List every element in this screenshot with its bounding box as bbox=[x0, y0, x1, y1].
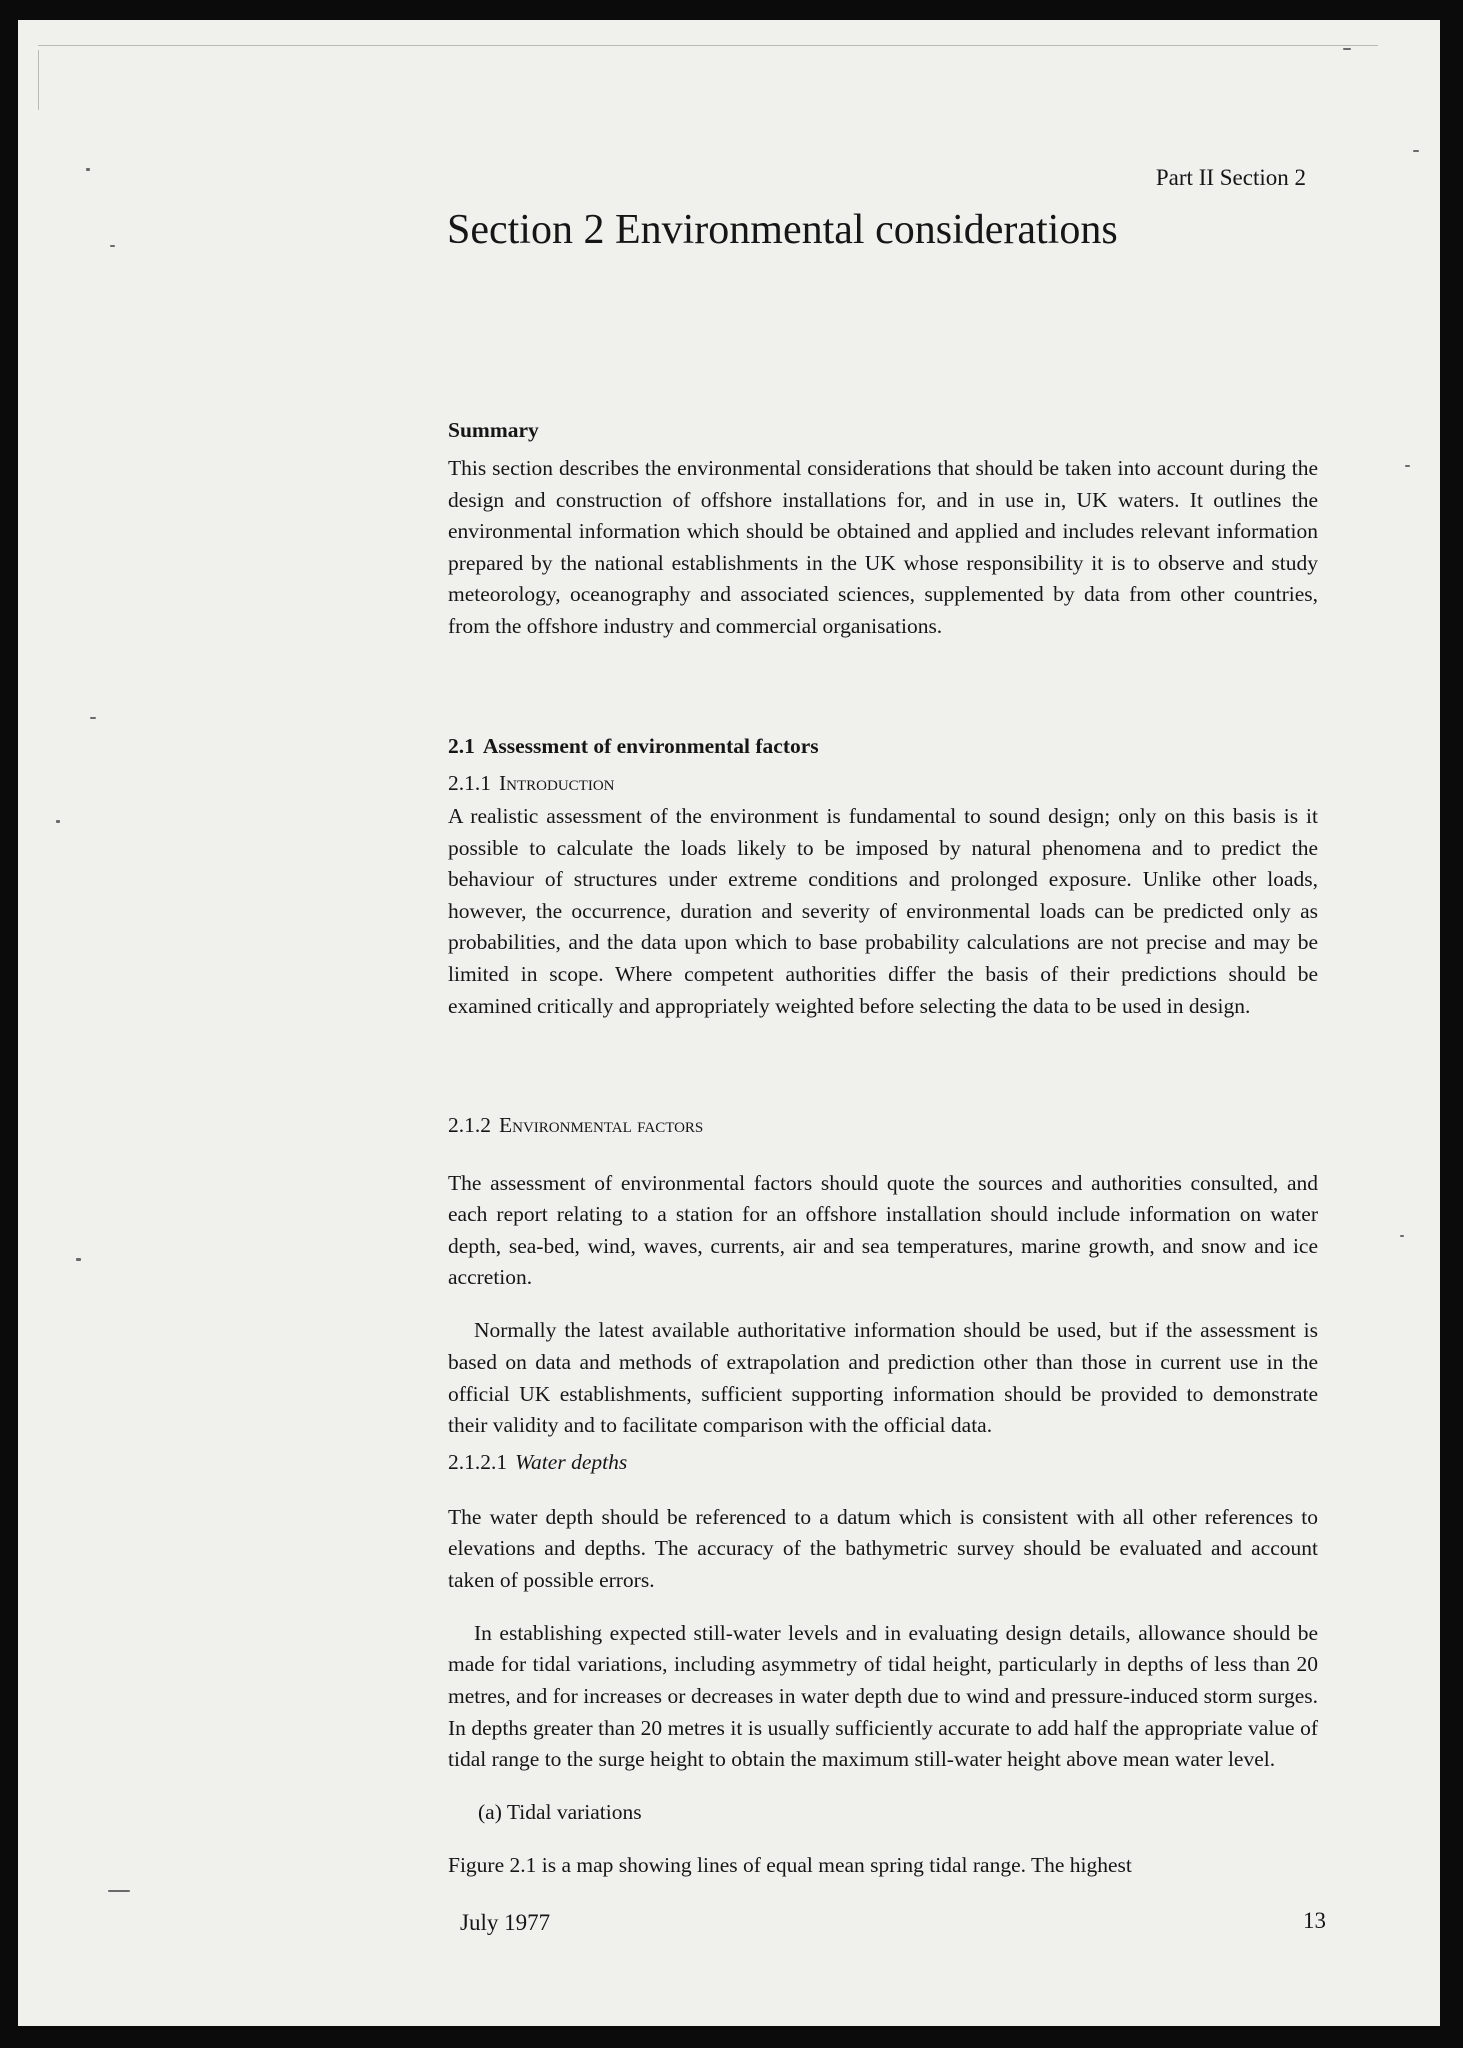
paragraph: Figure 2.1 is a map showing lines of equal mean spring tidal range. The highest bbox=[448, 1853, 1132, 1878]
section-2-1-heading-text bbox=[448, 734, 819, 758]
environmental-factors-paragraphs bbox=[448, 1146, 1318, 1463]
introduction-paragraph bbox=[448, 801, 1318, 1022]
paragraph: In establishing expected still-water levels and in evaluating design details, allowance should be made for tidal variations, including asymmetry of tidal height, particularly in depths of less than 20 metres, and for increases or decreases in water depth due to wind and pressure-induced storm surges. In depths greater than 20 metres it is usually sufficiently accurate to add half the appropriate value of tidal range to the surge height to obtain the maximum still-water height above mean water level. bbox=[448, 1620, 1318, 1772]
list-item-tidal-variations: (a) Tidal variations bbox=[478, 1800, 642, 1825]
subsection-title: Water depths bbox=[515, 1450, 628, 1474]
scan-speck bbox=[56, 820, 60, 823]
summary-paragraph bbox=[448, 453, 1318, 643]
scan-speck bbox=[1400, 1235, 1404, 1237]
paragraph: The assessment of environmental factors should quote the sources and authorities consulted, and each report relating to a station for an offshore installation should include information on water depth, sea-bed, wind, waves, currents, air and sea temperatures, marine growth, and snow and ice accretion. bbox=[448, 1170, 1318, 1290]
scan-speck bbox=[1405, 465, 1410, 467]
water-depths-paragraphs bbox=[448, 1480, 1318, 1903]
summary-heading: Summary bbox=[448, 418, 539, 442]
scan-speck bbox=[76, 1258, 81, 1261]
scan-speck bbox=[1413, 150, 1419, 152]
page-number: 13 bbox=[1303, 1908, 1326, 1933]
footer-date: July 1977 bbox=[460, 1910, 551, 1935]
scan-speck bbox=[110, 245, 115, 247]
subsection-number: 2.1.2.1 bbox=[448, 1450, 508, 1474]
subsection-number: 2.1.1 bbox=[448, 771, 491, 795]
section-title: Assessment of environmental factors bbox=[482, 734, 819, 758]
part-section-label: Part II Section 2 bbox=[1155, 165, 1306, 190]
subsection-2-1-2-heading bbox=[448, 1110, 1318, 1142]
subsection-title: Introduction bbox=[499, 771, 615, 795]
scan-edge-left bbox=[38, 50, 39, 110]
paragraph: Normally the latest available authoritative information should be used, but if the assessment is based on data and methods of extrapolation and prediction other than those in current use in the official UK establishments, sufficient supporting information should be provided to demonstrate their validity and to facilitate comparison with the official data. bbox=[448, 1318, 1318, 1438]
subsection-2-1-1-heading bbox=[448, 768, 1318, 800]
scan-speck bbox=[1343, 48, 1351, 50]
subsection-title: Environmental factors bbox=[499, 1113, 704, 1137]
scan-speck bbox=[86, 168, 90, 171]
summary-text: This section describes the environmental considerations that should be taken into account during the design and construction of offshore installations for, and in use in, UK waters. It outlines the environmental information which should be obtained and applied and includes relevant information prepared by the national establishments in the UK whose responsibility it is to observe and study meteorology, oceanography and associated sciences, supplemented by data from other countries, from the offshore industry and commercial organisations. bbox=[448, 456, 1318, 638]
subsection-number: 2.1.2 bbox=[448, 1113, 491, 1137]
page-title: Section 2 Environmental considerations bbox=[447, 207, 1118, 253]
section-number: 2.1 bbox=[448, 734, 475, 758]
scan-speck bbox=[108, 1890, 130, 1892]
section-2-1-heading bbox=[448, 731, 1318, 763]
introduction-text: A realistic assessment of the environment is fundamental to sound design; only on this basis is it possible to calculate the loads likely to be imposed by natural phenomena and to predict the behaviour of structures under extreme conditions and prolonged exposure. Unlike other loads, however, the occurrence, duration and severity of environmental loads can be predicted only as probabilities, and the data upon which to base probability calculations are not precise and may be limited in scope. Where competent authorities differ the basis of their predictions should be examined critically and appropriately weighted before selecting the data to be used in design. bbox=[448, 804, 1318, 1018]
subsection-2-1-2-1-heading bbox=[448, 1447, 1318, 1479]
scan-edge-top bbox=[38, 45, 1378, 46]
scan-speck bbox=[90, 717, 96, 719]
paragraph: The water depth should be referenced to a datum which is consistent with all other references to elevations and depths. The accuracy of the bathymetric survey should be evaluated and account taken of possible errors. bbox=[448, 1504, 1318, 1592]
